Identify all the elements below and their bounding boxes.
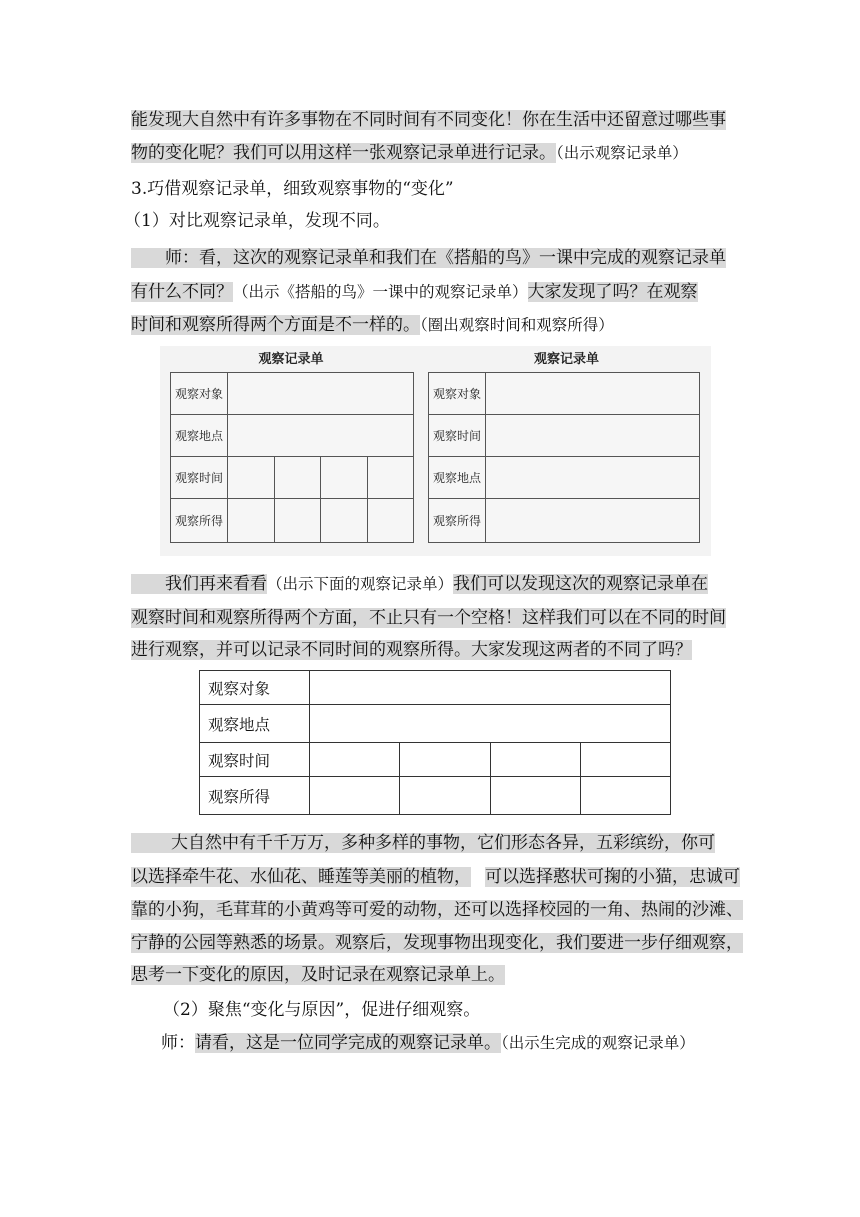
paragraph-line: 宁静的公园等熟悉的场景。观察后，发现事物出现变化，我们要进一步仔细观察， [131, 933, 743, 953]
paragraph-line: 我们再来看看（出示下面的观察记录单）我们可以发现这次的观察记录单在 [131, 572, 708, 597]
paragraph-line: 有什么不同？（出示《搭船的鸟》一课中的观察记录单）大家发现了吗？在观察 [131, 282, 698, 302]
row-label: 观察地点 [429, 457, 486, 499]
record-form-grid [428, 372, 700, 543]
paragraph-line: 时间和观察所得两个方面是不一样的。（圈出观察时间和观察所得） [131, 315, 614, 335]
record-form-grid [170, 372, 414, 543]
paragraph-line: 大自然中有千千万万，多种多样的事物，它们形态各异，五彩缤纷，你可 [131, 831, 715, 856]
row-label: 观察对象 [171, 373, 228, 415]
paragraph-line: 思考一下变化的原因，及时记录在观察记录单上。 [131, 965, 505, 985]
section-heading: 3.巧借观察记录单，细致观察事物的“变化” [131, 179, 454, 199]
record-form-left [160, 346, 422, 556]
row-label: 观察所得 [429, 499, 486, 543]
paragraph-line: 靠的小狗，毛茸茸的小黄鸡等可爱的动物，还可以选择校园的一角、热闹的沙滩、 [131, 900, 743, 920]
row-label: 观察对象 [200, 671, 310, 705]
row-label: 观察地点 [171, 415, 228, 457]
row-label: 观察所得 [200, 777, 310, 815]
paragraph-line: 能发现大自然中有许多事物在不同时间有不同变化！你在生活中还留意过哪些事 [131, 110, 726, 130]
paragraph-line: 师：看，这次的观察记录单和我们在《搭船的鸟》一课中完成的观察记录单 [131, 246, 726, 271]
row-label: 观察时间 [200, 743, 310, 777]
record-form-right [422, 346, 711, 556]
row-label: 观察时间 [171, 457, 228, 499]
paragraph-line: 师：请看，这是一位同学完成的观察记录单。（出示生完成的观察记录单） [161, 1033, 695, 1053]
record-table [199, 670, 671, 815]
row-label: 观察对象 [429, 373, 486, 415]
paragraph-line: 进行观察，并可以记录不同时间的观察所得。大家发现这两者的不同了吗？ [131, 640, 692, 660]
record-form-title: 观察记录单 [533, 352, 599, 367]
row-label: 观察时间 [429, 415, 486, 457]
record-form-title: 观察记录单 [258, 352, 324, 367]
row-label: 观察所得 [171, 499, 228, 543]
paragraph-line: 观察时间和观察所得两个方面，不止只有一个空格！这样我们可以在不同的时间 [131, 608, 726, 628]
comparison-image [160, 346, 711, 556]
paragraph-line: 物的变化呢？我们可以用这样一张观察记录单进行记录。（出示观察记录单） [131, 143, 688, 163]
row-label: 观察地点 [200, 705, 310, 743]
subsection-heading: （1）对比观察记录单，发现不同。 [124, 211, 390, 231]
paragraph-line: 以选择牵牛花、水仙花、睡莲等美丽的植物， 可以选择憨状可掬的小猫，忠诚可 [131, 867, 740, 887]
subsection-heading: （2）聚焦“变化与原因”，促进仔细观察。 [163, 1000, 481, 1020]
